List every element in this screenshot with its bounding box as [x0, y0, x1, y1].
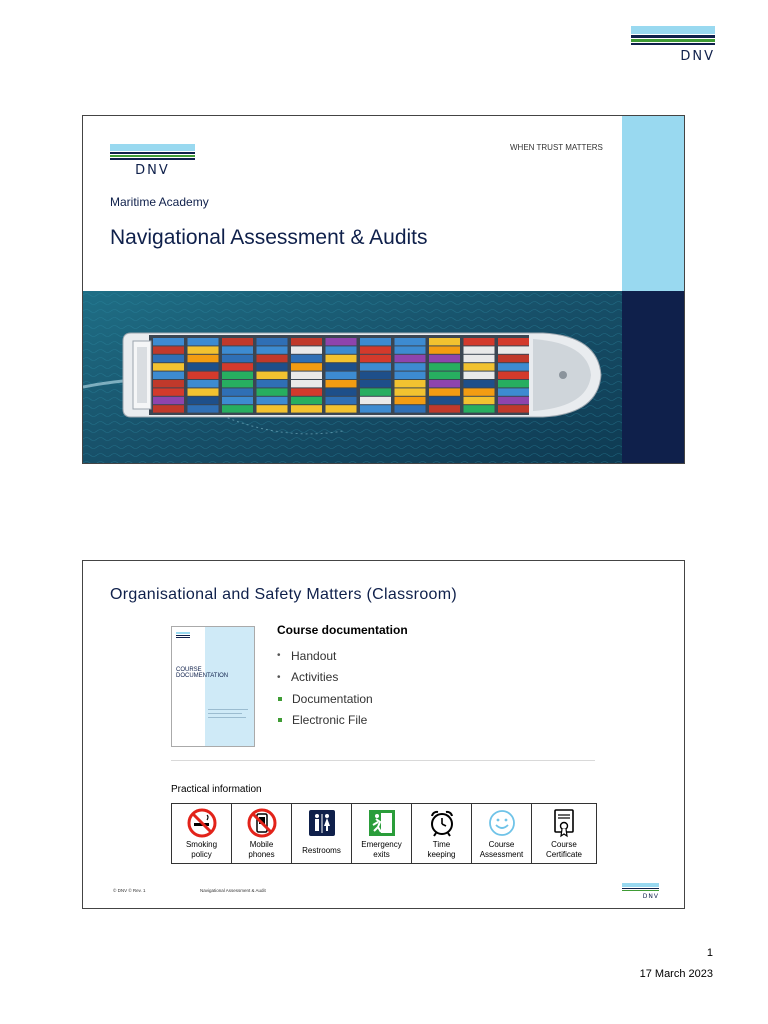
practical-info-icons	[171, 803, 597, 864]
tagline: WHEN TRUST MATTERS	[510, 143, 603, 152]
icon-cell-certificate	[532, 804, 596, 863]
icon-cell-time	[412, 804, 472, 863]
icon-label: Smoking policy	[185, 840, 218, 859]
course-documentation-thumbnail	[171, 626, 255, 747]
list-item: • Activities	[277, 670, 339, 685]
slide-safety-matters	[82, 560, 685, 909]
certificate-icon	[549, 808, 579, 838]
slide-footer-copyright: © DNV © Rev. 1	[113, 888, 146, 893]
logo-text: DNV	[680, 49, 715, 64]
icon-label: Mobile phones	[248, 840, 275, 859]
page-number: 1	[706, 947, 713, 959]
list-item: Electronic File	[277, 710, 373, 732]
academy-label: Maritime Academy	[110, 195, 209, 209]
list-item: Documentation	[277, 688, 373, 710]
divider	[171, 760, 595, 761]
icon-cell-restrooms	[292, 804, 352, 863]
container-ship-image	[83, 291, 622, 464]
icon-label: Restrooms	[302, 846, 341, 855]
documentation-list	[277, 645, 373, 731]
dnv-logo	[631, 26, 715, 64]
icon-label: Emergency exits	[361, 840, 402, 859]
no-smoking-icon	[187, 808, 217, 838]
icon-label: Course Certificate	[545, 840, 582, 859]
slide2-title: Organisational and Safety Matters (Classroom)	[110, 586, 457, 603]
practical-information-label: Practical information	[171, 784, 262, 795]
slide-dnv-logo	[110, 144, 195, 178]
icon-cell-smoking	[172, 804, 232, 863]
thumb-title: COURSE DOCUMENTATION	[176, 667, 229, 679]
icon-cell-phones	[232, 804, 292, 863]
slide-footer-title: Navigational Assessment & Audit	[200, 888, 266, 893]
documentation-heading: Course documentation	[277, 623, 408, 637]
list-item: • Handout	[277, 648, 337, 663]
slide-title-text: Navigational Assessment & Audits	[110, 226, 428, 249]
no-phones-icon	[247, 808, 277, 838]
logo-bars	[631, 26, 715, 45]
thumb-logo	[176, 632, 190, 639]
slide-logo-text: DNV	[135, 163, 170, 178]
slide-accent-light	[622, 116, 685, 291]
icon-cell-assessment	[472, 804, 532, 863]
slide2-logo-text: DNV	[642, 893, 659, 900]
smiley-icon	[487, 808, 517, 838]
restrooms-icon	[307, 808, 337, 838]
slide2-dnv-logo	[622, 883, 659, 900]
icon-cell-exits	[352, 804, 412, 863]
slide-title	[82, 115, 685, 464]
emergency-exit-icon	[367, 808, 397, 838]
icon-label: Course Assessment	[479, 840, 524, 859]
slide-accent-dark	[622, 291, 685, 464]
icon-label: Time keeping	[427, 840, 456, 859]
page-date: 17 March 2023	[639, 968, 713, 980]
alarm-clock-icon	[427, 808, 457, 838]
